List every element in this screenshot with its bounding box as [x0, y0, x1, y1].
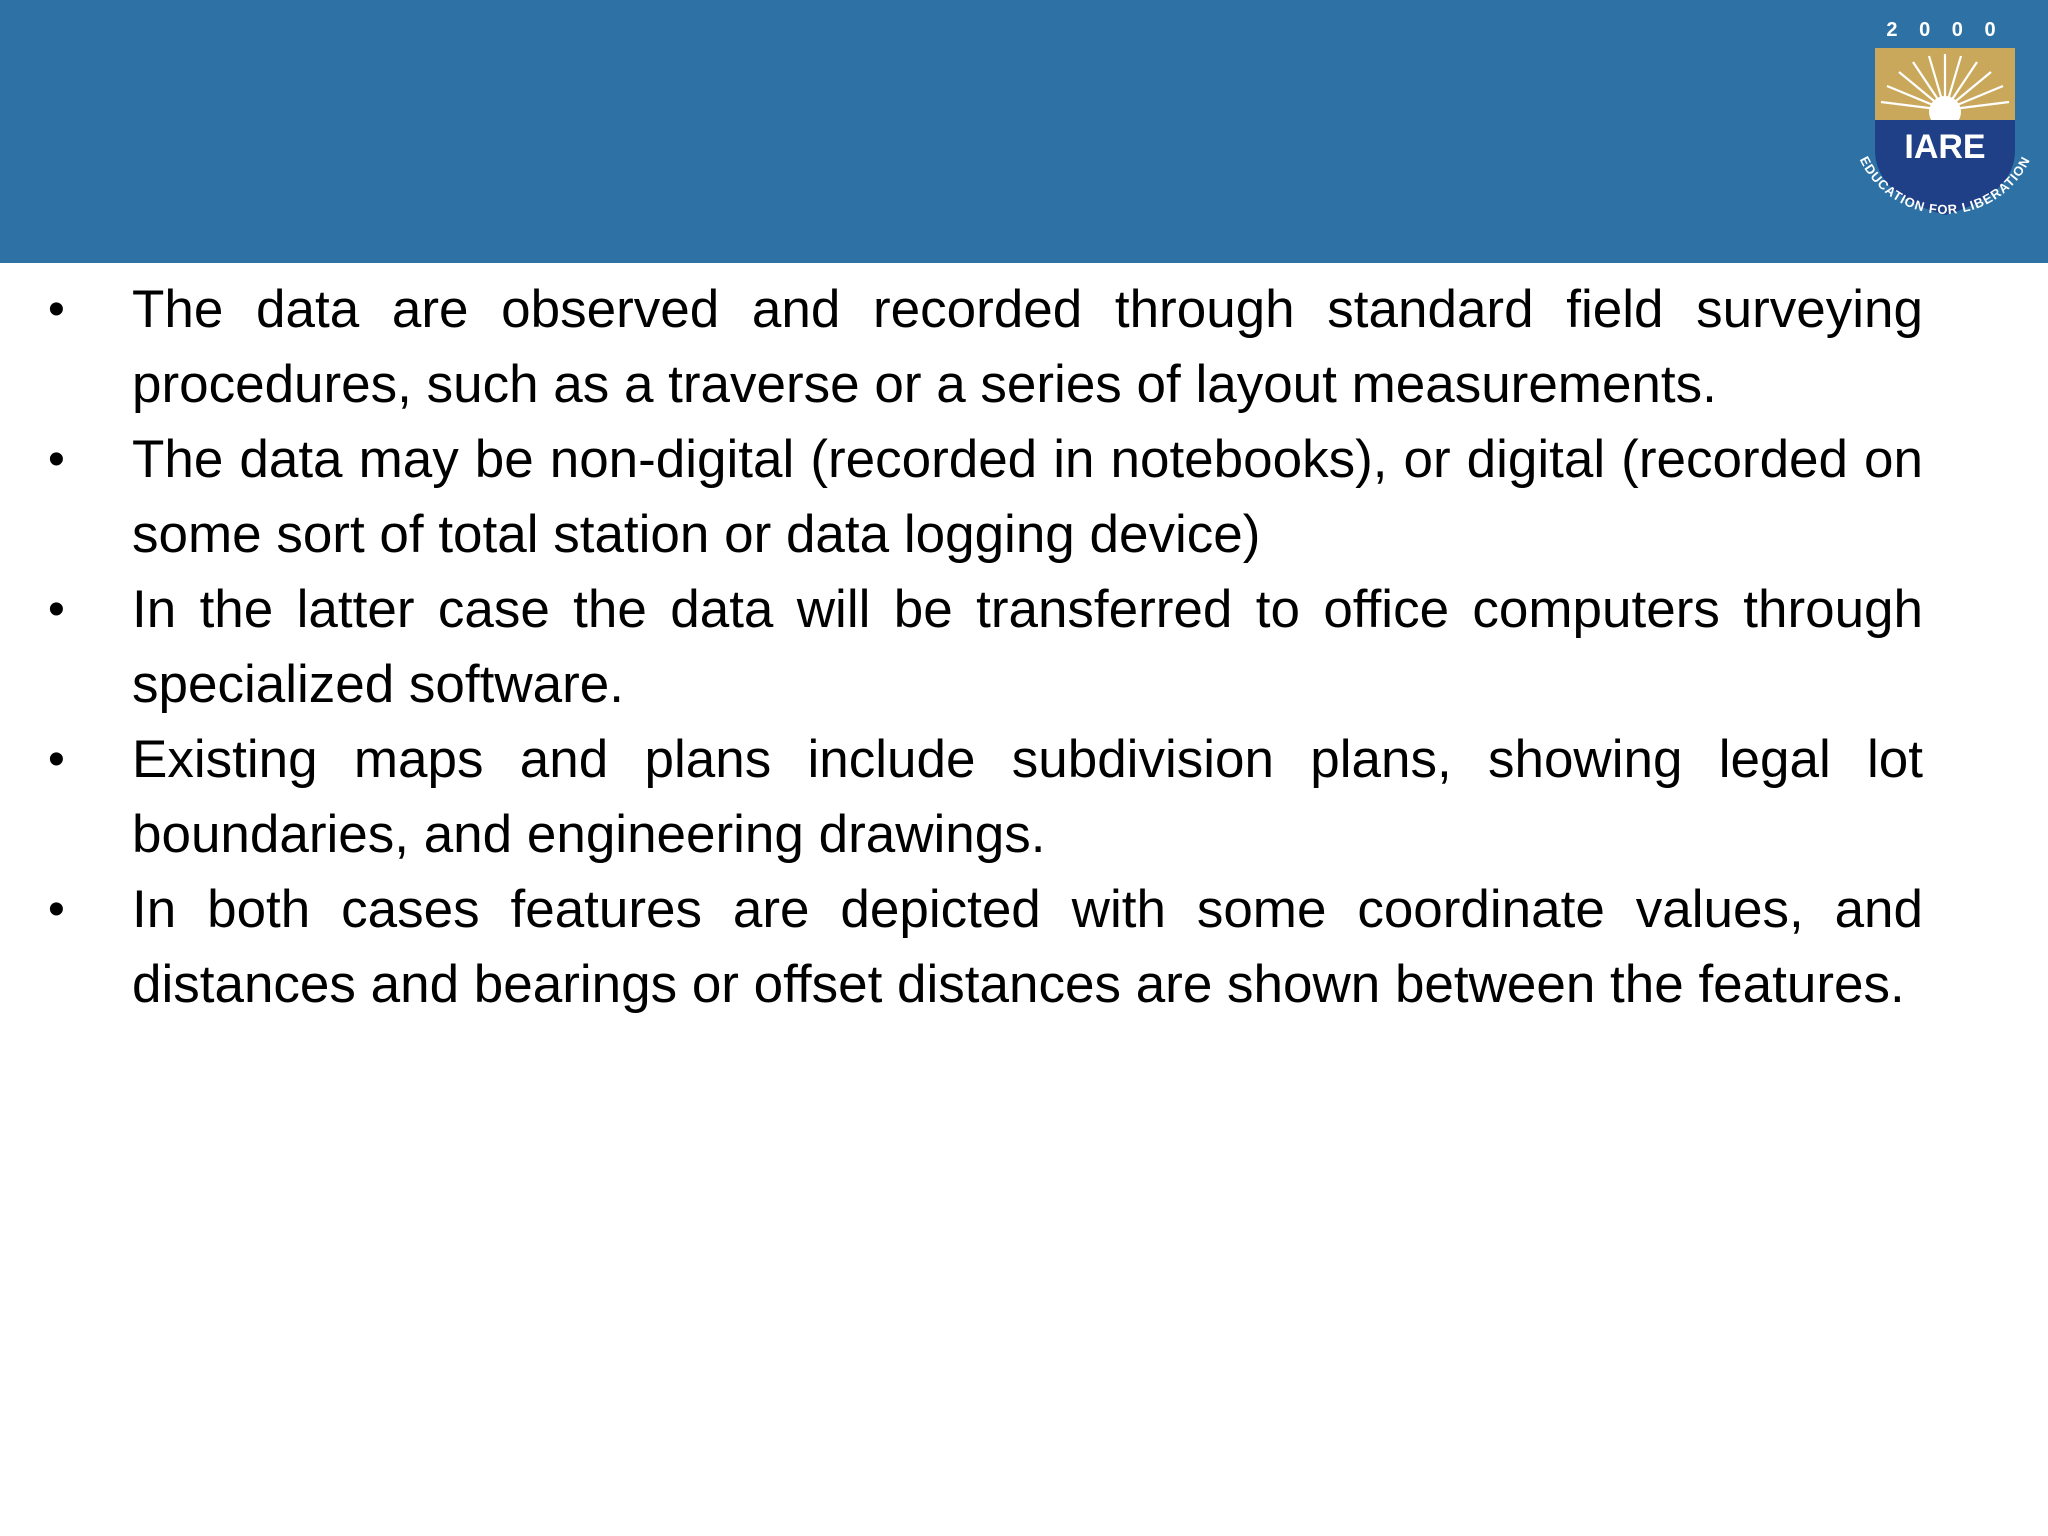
bullet-text: In both cases features are depicted with some coordinate values, and distances and bearings or offset distances are shown between the features. [132, 880, 1923, 1014]
bullet-text: In the latter case the data will be transferred to office computers through specialized software. [132, 580, 1923, 714]
bullet-marker: • [48, 583, 65, 636]
logo-year: 2 0 0 0 [1886, 19, 2004, 41]
bullet-item [48, 722, 1923, 872]
logo-name: IARE [1904, 128, 1986, 166]
bullet-item [48, 872, 1923, 1022]
bullet-item [48, 422, 1923, 572]
bullet-marker: • [48, 733, 65, 786]
bullet-text: The data may be non-digital (recorded in notebooks), or digital (recorded on some sort of total station or data logging device) [132, 430, 1923, 564]
bullet-marker: • [48, 283, 65, 336]
logo-motto: EDUCATION FOR LIBERATION [1856, 153, 2034, 218]
bullet-marker: • [48, 433, 65, 486]
bullet-item [48, 272, 1923, 422]
header-band [0, 0, 2048, 263]
bullet-marker: • [48, 883, 65, 936]
bullet-item [48, 572, 1923, 722]
iare-logo [1845, 10, 2045, 235]
bullet-list [48, 272, 1923, 1022]
bullet-text: Existing maps and plans include subdivision plans, showing legal lot boundaries, and engineering drawings. [132, 730, 1923, 864]
bullet-text: The data are observed and recorded through standard field surveying procedures, such as a traverse or a series of layout measurements. [132, 280, 1923, 414]
